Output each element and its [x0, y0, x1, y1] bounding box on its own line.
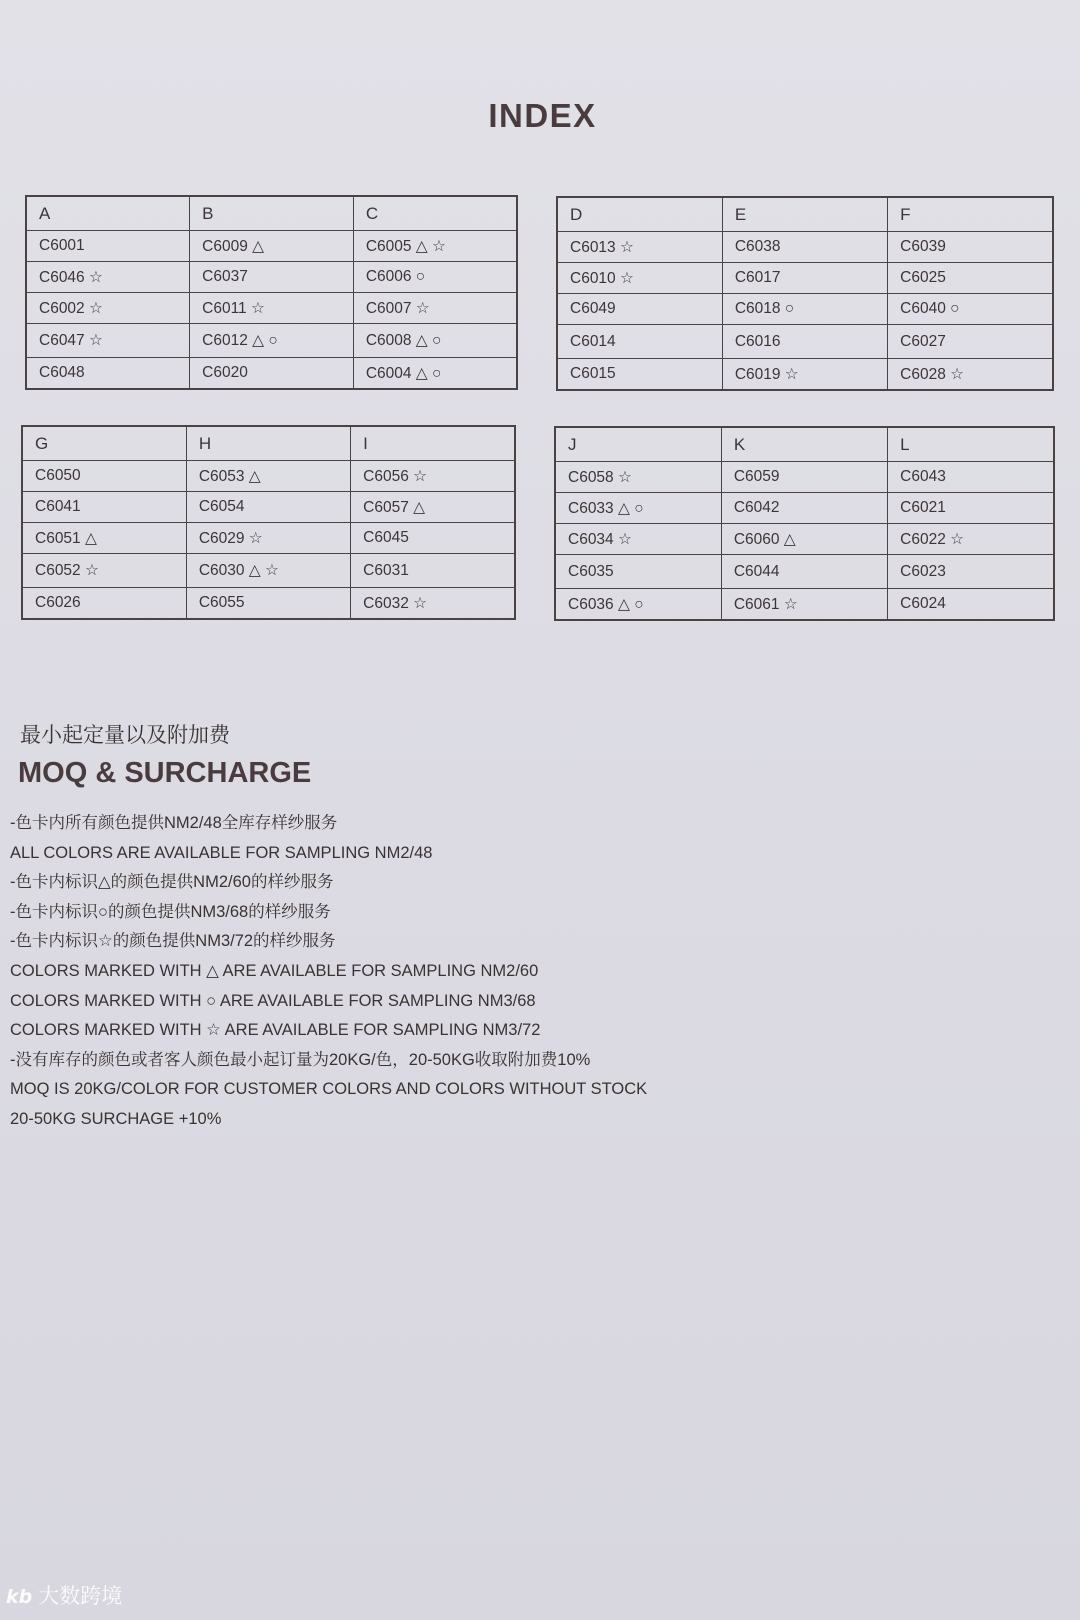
color-code-cell: C6029 ☆ — [186, 523, 350, 554]
color-code-cell: C6035 — [555, 555, 721, 589]
column-header: B — [190, 196, 354, 231]
table-header-row — [26, 196, 517, 231]
color-code-cell: C6034 ☆ — [555, 524, 721, 555]
color-code-cell: C6023 — [888, 555, 1054, 589]
table-row — [26, 358, 517, 390]
table-row — [22, 588, 515, 620]
table-row — [22, 492, 515, 523]
table-row — [555, 555, 1054, 589]
color-code-cell: C6051 △ — [22, 523, 186, 554]
color-code-cell: C6014 — [557, 325, 722, 359]
color-code-cell: C6049 — [557, 294, 722, 325]
color-code-cell: C6036 △ ○ — [555, 589, 721, 621]
color-code-cell: C6056 ☆ — [351, 461, 515, 492]
color-code-cell: C6038 — [722, 232, 887, 263]
color-code-cell: C6040 ○ — [888, 294, 1053, 325]
color-code-cell: C6050 — [22, 461, 186, 492]
color-code-cell: C6058 ☆ — [555, 462, 721, 493]
color-code-cell: C6060 △ — [721, 524, 887, 555]
watermark — [6, 1580, 122, 1610]
color-code-cell: C6005 △ ☆ — [353, 231, 517, 262]
color-code-cell: C6048 — [26, 358, 190, 390]
page-title: INDEX — [488, 97, 597, 134]
color-code-cell: C6013 ☆ — [557, 232, 722, 263]
color-code-cell: C6025 — [888, 263, 1053, 294]
color-code-cell: C6032 ☆ — [351, 588, 515, 620]
color-code-cell: C6059 — [721, 462, 887, 493]
color-code-cell: C6027 — [888, 325, 1053, 359]
index-table-a-c — [25, 195, 518, 390]
table-row — [26, 231, 517, 262]
color-code-cell: C6011 ☆ — [190, 293, 354, 324]
table-row — [22, 461, 515, 492]
column-header: E — [722, 197, 887, 232]
color-code-cell: C6006 ○ — [353, 262, 517, 293]
color-code-cell: C6007 ☆ — [353, 293, 517, 324]
color-code-cell: C6047 ☆ — [26, 324, 190, 358]
column-header: J — [555, 427, 721, 462]
column-header: A — [26, 196, 190, 231]
color-code-cell: C6028 ☆ — [888, 359, 1053, 391]
table-row — [557, 263, 1053, 294]
note-line: -色卡内标识☆的颜色提供NM3/72的样纱服务 — [10, 932, 336, 951]
table-row — [26, 293, 517, 324]
color-code-cell: C6043 — [888, 462, 1054, 493]
moq-title-chinese: 最小起定量以及附加费 — [20, 723, 230, 747]
moq-notes — [10, 809, 730, 1135]
color-code-cell: C6004 △ ○ — [353, 358, 517, 390]
index-table-g-i — [21, 425, 516, 620]
column-header: H — [186, 426, 350, 461]
table-header-row — [557, 197, 1053, 232]
table-row — [557, 232, 1053, 263]
color-code-cell: C6021 — [888, 493, 1054, 524]
color-code-cell: C6030 △ ☆ — [186, 554, 350, 588]
color-code-cell: C6055 — [186, 588, 350, 620]
color-code-cell: C6053 △ — [186, 461, 350, 492]
table-row — [557, 325, 1053, 359]
note-line: ALL COLORS ARE AVAILABLE FOR SAMPLING NM2/48 — [10, 843, 433, 862]
color-code-cell: C6001 — [26, 231, 190, 262]
color-code-cell: C6044 — [721, 555, 887, 589]
table-row — [22, 554, 515, 588]
note-line: COLORS MARKED WITH ☆ ARE AVAILABLE FOR SAMPLING NM3/72 — [10, 1021, 541, 1040]
moq-title-english: MOQ & SURCHARGE — [18, 757, 312, 789]
column-header: C — [353, 196, 517, 231]
note-line: -色卡内标识△的颜色提供NM2/60的样纱服务 — [10, 873, 334, 892]
color-code-cell: C6026 — [22, 588, 186, 620]
color-code-cell: C6061 ☆ — [721, 589, 887, 621]
color-code-cell: C6002 ☆ — [26, 293, 190, 324]
color-code-cell: C6019 ☆ — [722, 359, 887, 391]
color-code-cell: C6017 — [722, 263, 887, 294]
color-code-cell: C6039 — [888, 232, 1053, 263]
column-header: I — [351, 426, 515, 461]
index-table-j-l — [554, 426, 1055, 621]
color-code-cell: C6018 ○ — [722, 294, 887, 325]
note-line: -没有库存的颜色或者客人颜色最小起订量为20KG/色，20-50KG收取附加费10% — [10, 1050, 591, 1069]
color-code-cell: C6041 — [22, 492, 186, 523]
index-table-d-f — [556, 196, 1054, 391]
watermark-logo-icon: kb — [6, 1586, 33, 1608]
color-code-cell: C6008 △ ○ — [353, 324, 517, 358]
note-line: -色卡内所有颜色提供NM2/48全库存样纱服务 — [10, 814, 338, 832]
color-code-cell: C6022 ☆ — [888, 524, 1054, 555]
color-code-cell: C6024 — [888, 589, 1054, 621]
table-header-row — [555, 427, 1054, 462]
column-header: F — [888, 197, 1053, 232]
table-row — [555, 493, 1054, 524]
table-row — [26, 324, 517, 358]
color-code-cell: C6052 ☆ — [22, 554, 186, 588]
column-header: D — [557, 197, 722, 232]
color-code-cell: C6033 △ ○ — [555, 493, 721, 524]
note-line: COLORS MARKED WITH △ ARE AVAILABLE FOR SAMPLING NM2/60 — [10, 961, 539, 980]
color-code-cell: C6037 — [190, 262, 354, 293]
color-code-cell: C6010 ☆ — [557, 263, 722, 294]
column-header: K — [721, 427, 887, 462]
watermark-text: 大数跨境 — [38, 1584, 123, 1608]
table-row — [26, 262, 517, 293]
table-row — [555, 524, 1054, 555]
color-code-cell: C6012 △ ○ — [190, 324, 354, 358]
table-row — [22, 523, 515, 554]
column-header: L — [888, 427, 1054, 462]
color-code-cell: C6015 — [557, 359, 722, 391]
color-code-cell: C6054 — [186, 492, 350, 523]
color-code-cell: C6016 — [722, 325, 887, 359]
column-header: G — [22, 426, 186, 461]
table-row — [555, 462, 1054, 493]
color-code-cell: C6009 △ — [190, 231, 354, 262]
note-line: 20-50KG SURCHAGE +10% — [10, 1109, 222, 1128]
color-code-cell: C6045 — [351, 523, 515, 554]
note-line: MOQ IS 20KG/COLOR FOR CUSTOMER COLORS AND COLORS WITHOUT STOCK — [10, 1080, 648, 1099]
note-line: -色卡内标识○的颜色提供NM3/68的样纱服务 — [10, 902, 331, 921]
table-row — [557, 294, 1053, 325]
color-code-cell: C6020 — [190, 358, 354, 390]
color-code-cell: C6031 — [351, 554, 515, 588]
color-code-cell: C6042 — [721, 493, 887, 524]
table-row — [555, 589, 1054, 621]
note-line: COLORS MARKED WITH ○ ARE AVAILABLE FOR SAMPLING NM3/68 — [10, 991, 536, 1010]
color-code-cell: C6046 ☆ — [26, 262, 190, 293]
table-row — [557, 359, 1053, 391]
table-header-row — [22, 426, 515, 461]
color-code-cell: C6057 △ — [351, 492, 515, 523]
